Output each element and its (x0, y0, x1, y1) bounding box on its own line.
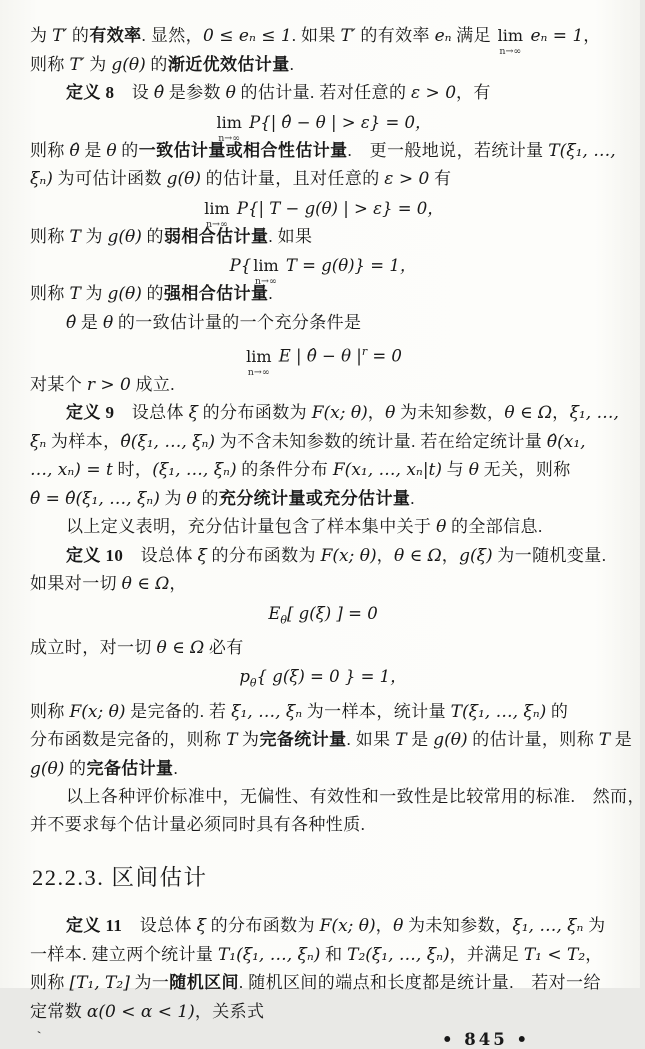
text-run: 为样本， (46, 431, 121, 451)
text-run: 的 (64, 758, 87, 778)
math-expression: ξ₁, …, (569, 403, 619, 423)
math-expression: T′ (69, 54, 85, 75)
math-expression: g(θ) (30, 758, 65, 779)
text-run: 的 (141, 226, 164, 246)
text-line (30, 912, 616, 941)
math-expression: ξₙ) (30, 169, 53, 189)
text-run: 的分布函数为 (205, 916, 320, 936)
text-line (30, 570, 616, 599)
text-line (30, 280, 616, 309)
text-run: . 更一般地说，若统计量 (347, 140, 549, 160)
text-line (30, 79, 616, 108)
limit-notation: lim n→∞ (497, 26, 524, 57)
math-expression: T (69, 284, 81, 304)
text-run: 的条件分布 (236, 460, 333, 479)
text-run: 为 (84, 54, 112, 74)
text-run: 设总体 (123, 545, 198, 565)
math-expression: E (268, 603, 281, 623)
text-line (30, 309, 616, 338)
text-run: . 如果 (268, 226, 313, 246)
text-run: 和 (320, 944, 348, 964)
text-run: 与 (442, 460, 469, 479)
math-expression: θ̂ (153, 83, 165, 103)
text-line (30, 513, 616, 542)
text-run: 成立时，对一切 (30, 637, 157, 657)
math-expression: T(ξ₁, …, (548, 140, 616, 161)
text-run: 的全部信息. (446, 517, 543, 536)
math-expression: P{| T − g(θ) | > ε} = 0， (231, 198, 444, 218)
text-run: 的 (546, 701, 569, 721)
text-line (30, 634, 616, 663)
text-line (30, 941, 616, 970)
display-formula (30, 108, 616, 144)
math-expression: P{| θ̂ − θ | > ε} = 0， (243, 112, 432, 132)
text-run: 设总体 (122, 916, 197, 936)
text-run: 为未知参数， (395, 403, 505, 422)
math-expression: θ̂(x₁, (546, 431, 586, 452)
text-line (30, 542, 616, 571)
math-expression: { g(ξ) = 0 } = 1， (256, 667, 407, 687)
text-run: . (268, 284, 274, 303)
bold-term: 定义 9 (66, 403, 115, 422)
bold-term: 一致估计量或相合性估计量 (138, 140, 348, 160)
math-expression: g(θ) (107, 226, 142, 247)
math-expression: ε > 0 (384, 169, 430, 189)
text-run: 是完备的. 若 (125, 701, 232, 721)
math-expression: θ (393, 916, 404, 937)
text-run: 一样本. 建立两个统计量 (30, 944, 218, 964)
text-run: . (173, 758, 179, 778)
math-expression: ξ₁, …, ξₙ (231, 701, 303, 722)
text-run: 则称 (30, 226, 70, 246)
text-run: ， (376, 545, 394, 565)
math-expression: g(ξ) (459, 545, 493, 566)
text-run: . 随机区间的端点和长度都是统计量. 若对一给 (238, 973, 601, 993)
math-expression: θ ∈ Ω (504, 403, 553, 423)
math-expression: F(x; θ) (69, 701, 126, 722)
display-formula (30, 599, 616, 634)
text-run: 则称 (30, 140, 70, 160)
text-run: 是 (76, 312, 103, 332)
math-expression: θ (186, 488, 197, 509)
math-expression: θ (102, 312, 114, 333)
text-line (30, 223, 616, 252)
math-expression: T₂(ξ₁, …, ξₙ) (347, 944, 450, 965)
math-expression: θ (385, 403, 396, 423)
text-run: 的 (67, 26, 90, 45)
text-run: 为可估计函数 (52, 169, 167, 188)
bold-term: 强相合估计量 (163, 284, 269, 303)
text-run: ，关系式 (194, 1001, 265, 1021)
text-run: 是 (406, 730, 434, 750)
text-run: 的分布函数为 (206, 545, 321, 565)
text-run: 以上各种评价标准中，无偏性、有效性和一致性是比较常用的标准. 然而， (66, 787, 645, 807)
math-expression: θ (468, 460, 479, 480)
text-line (30, 783, 645, 811)
text-run: 是 (79, 140, 107, 160)
limit-notation: lim n→∞ (204, 198, 230, 230)
display-formula (30, 662, 616, 697)
math-expression: p (239, 667, 250, 687)
math-expression: P{ (229, 256, 252, 275)
math-expression: g(θ) (107, 284, 142, 304)
text-line (30, 969, 616, 998)
text-line (30, 371, 616, 400)
text-run: 的一致估计量的一个充分条件是 (113, 312, 362, 332)
text-line (30, 698, 616, 727)
math-expression: θ̂ (66, 312, 77, 333)
math-expression: θ ∈ Ω (121, 574, 170, 594)
display-formula (30, 194, 616, 230)
math-expression: F(x; θ) (319, 916, 376, 937)
text-line (30, 998, 616, 1027)
display-formula (30, 337, 616, 378)
math-expression: ξₙ (30, 431, 47, 452)
text-run: . (289, 54, 295, 74)
text-run: 以上定义表明，充分估计量包含了样本集中关于 (66, 517, 437, 536)
text-line (30, 428, 616, 457)
math-expression: ε > 0 (411, 83, 457, 103)
text-run: 时， (112, 460, 153, 479)
math-expression: ξ (188, 403, 198, 423)
text-run: ， (552, 403, 570, 422)
bold-term: 定义 11 (66, 916, 123, 936)
text-run: 的估计量. 若对任意的 (235, 83, 412, 102)
text-run: 如果对一切 (30, 574, 122, 593)
section-heading (32, 865, 616, 891)
text-line (30, 726, 633, 755)
math-expression: θ (225, 83, 236, 103)
text-run: 必有 (204, 637, 244, 657)
bold-term: 充分统计量或充分估计量 (218, 488, 411, 508)
math-expression: T (598, 730, 611, 751)
bold-term: 弱相合估计量 (163, 226, 269, 246)
text-run: 为未知参数， (403, 916, 513, 936)
math-expression: T (69, 226, 81, 247)
text-run: 是 (610, 730, 633, 750)
text-run: 满足 (451, 26, 496, 45)
math-expression: T (395, 730, 407, 751)
bold-term: 有效率 (89, 26, 142, 45)
text-run: ， (583, 26, 601, 45)
text-run: 为 (80, 226, 108, 246)
text-run: ， (169, 574, 187, 593)
text-line (30, 22, 616, 57)
text-run: 并不要求每个估计量必须同时具有各种性质. (30, 814, 366, 834)
math-expression: E | θ̂ − θ | (273, 346, 362, 366)
text-line (30, 399, 619, 428)
text-run: 的分布函数为 (197, 403, 312, 422)
text-run: 为一随机变量. (492, 545, 607, 565)
bold-term: 渐近优效估计量 (167, 54, 290, 74)
math-expression: ξ (197, 545, 207, 566)
text-run: 为一样本，统计量 (302, 701, 451, 721)
math-expression: g(θ) (166, 169, 201, 189)
bold-term: 定义 10 (66, 545, 124, 565)
math-supscript: r (361, 345, 368, 358)
text-run: 的估计量，且对任意的 (200, 169, 385, 188)
limit-notation: lim n→∞ (216, 112, 242, 144)
text-run: 为 (159, 488, 187, 508)
text-run: 为 (237, 730, 260, 750)
math-expression: (ξ₁, …, ξₙ) (152, 460, 237, 480)
text-line (30, 755, 616, 784)
math-expression: T (226, 730, 238, 751)
text-run: 为 (80, 284, 108, 303)
limit-notation: lim n→∞ (246, 346, 272, 378)
text-run: 分布函数是完备的，则称 (30, 730, 227, 750)
math-expression: T(ξ₁, …, ξₙ) (450, 701, 547, 722)
text-run: ，有 (456, 83, 491, 102)
text-run: 的有效率 (355, 26, 435, 45)
text-line (30, 485, 616, 514)
math-expression: θ̂ (69, 140, 80, 161)
math-expression: F(x; θ) (320, 545, 377, 566)
math-expression: T′ (52, 26, 68, 46)
bold-term: 定义 8 (66, 83, 115, 102)
text-run: 有 (429, 169, 452, 188)
text-run: ， (441, 545, 460, 565)
text-run: 设总体 (114, 403, 189, 422)
math-expression: = 0 (367, 346, 402, 366)
bold-term: 完备估计量 (86, 758, 174, 778)
display-formula (30, 251, 616, 287)
math-expression: eₙ (434, 26, 452, 46)
text-run: ， (585, 944, 603, 964)
text-line (30, 137, 616, 166)
math-expression: r > 0 (86, 374, 131, 395)
math-expression: θ (436, 517, 447, 537)
bold-term: 随机区间 (169, 973, 239, 993)
limit-notation: lim n→∞ (253, 256, 279, 287)
math-expression: T₁(ξ₁, …, ξₙ) (217, 944, 321, 965)
math-subscript: θ (249, 676, 257, 690)
text-run: . 如果 (291, 26, 341, 45)
math-expression: θ̂(ξ₁, …, ξₙ) (120, 431, 216, 452)
text-run: ，并满足 (449, 944, 524, 964)
math-expression: g(θ) (111, 54, 146, 75)
math-expression: F(x₁, …, xₙ|t) (332, 460, 443, 480)
text-run: ， (375, 916, 394, 936)
text-run: 无关，则称 (478, 460, 571, 479)
math-expression: 0 ≤ eₙ ≤ 1 (203, 26, 292, 46)
text-line (30, 456, 616, 485)
text-run: . 如果 (346, 730, 396, 750)
text-line (30, 811, 616, 839)
math-expression: F(x; θ) (311, 403, 368, 423)
math-expression: α(0 < α < 1) (86, 1001, 195, 1022)
text-run: 则称 (30, 54, 70, 74)
math-expression: g(θ) (433, 730, 468, 751)
text-run: 定常数 (30, 1001, 87, 1021)
text-run: . 显然， (141, 26, 204, 45)
text-line (30, 51, 616, 80)
math-expression: ξ (196, 916, 206, 937)
scan-artifact: ˋ (36, 1029, 45, 1046)
text-run: 的 (116, 140, 139, 160)
math-expression: ξ₁, …, ξₙ (512, 916, 584, 937)
page-content (30, 22, 645, 1026)
text-run: ， (367, 403, 386, 422)
text-run: 是参数 (164, 83, 226, 102)
text-run: 的估计量，则称 (467, 730, 599, 750)
text-run: 的 (141, 284, 164, 303)
bold-term: 完备统计量 (259, 730, 347, 750)
text-run: 成立. (130, 374, 175, 394)
text-run: . (410, 488, 415, 508)
text-run: 为 (583, 916, 606, 936)
math-expression: θ ∈ Ω (394, 545, 442, 566)
math-expression: θ̂ = θ̂(ξ₁, …, ξₙ) (30, 488, 160, 509)
math-expression: T = g(θ)} = 1， (280, 256, 417, 275)
text-run: 的 (196, 488, 219, 508)
text-run: 则称 (30, 973, 70, 993)
math-expression: eₙ = 1 (525, 26, 584, 46)
math-expression: θ ∈ Ω (156, 637, 205, 658)
text-run: 为一 (129, 973, 170, 993)
math-expression: T′ (340, 26, 356, 46)
math-expression: θ (106, 140, 117, 161)
page-number: • 845 • (441, 1030, 530, 1049)
text-run: 为 (30, 26, 53, 45)
math-subscript: θ (280, 612, 287, 626)
math-expression: [ g(ξ) ] = 0 (286, 603, 378, 623)
math-expression: …, xₙ) = t (30, 460, 113, 480)
text-run: 对某个 (30, 374, 87, 394)
text-run: 22.2.3. 区间估计 (32, 865, 208, 891)
text-line (30, 165, 616, 194)
text-run: 则称 (30, 284, 70, 303)
text-run: 设 (114, 83, 154, 102)
text-run: 为不含未知参数的统计量. 若在给定统计量 (215, 431, 547, 451)
math-expression: [T₁, T₂] (69, 973, 130, 994)
text-run: 的 (145, 54, 168, 74)
page-footer (30, 1030, 616, 1049)
text-run: 则称 (30, 701, 70, 721)
math-expression: T₁ < T₂ (523, 944, 586, 965)
